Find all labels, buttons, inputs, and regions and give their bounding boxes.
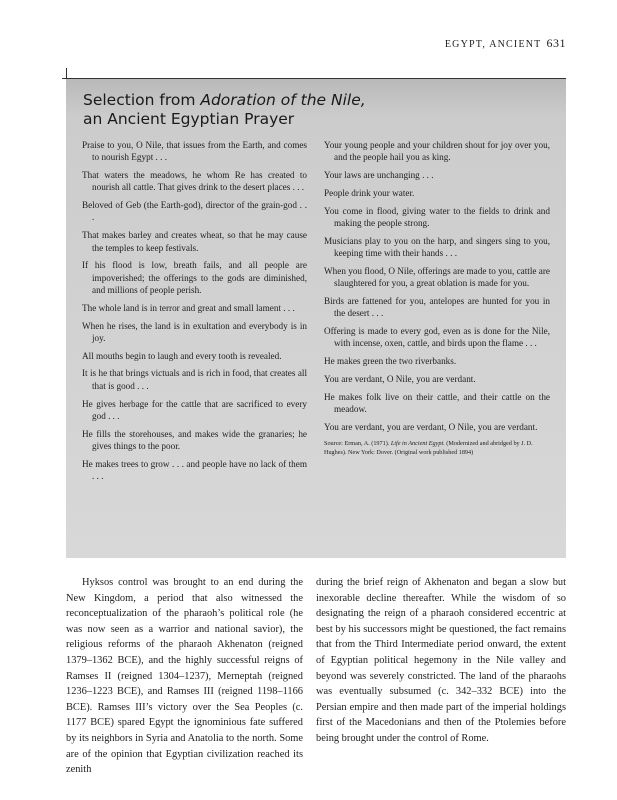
stanza: You are verdant, you are verdant, O Nile, you are verdant.	[324, 421, 538, 432]
stanza: All mouths begin to laugh and every tooth is revealed.	[82, 350, 282, 361]
stanza: That makes barley and creates wheat, so that he may cause the temples to keep festivals.	[82, 230, 307, 253]
sidebar-title	[83, 91, 366, 129]
stanza: He gives herbage for the cattle that are sacrificed to every god . . .	[82, 398, 307, 421]
stanza: Offering is made to every god, even as is done for the Nile, with incense, oxen, cattle, and birds upon the flame . . .	[324, 326, 550, 349]
stanza: People drink your water.	[324, 187, 415, 198]
body-right-column	[316, 575, 566, 747]
running-header	[445, 36, 566, 51]
source-prefix: Source: Erman, A. (1971).	[324, 440, 391, 448]
body-left-column	[66, 575, 303, 778]
sidebar-left-column	[82, 139, 307, 488]
stanza: Beloved of Geb (the Earth-god), director of the grain-god . . .	[82, 200, 307, 223]
body-paragraph: Hyksos control was brought to an end during the New Kingdom, a period that also witnessed the reconceptualization of the pharaoh’s political role (he was now seen as a warrior and national savior), the religious reforms of the pharaoh Akhenaton (reigned 1379–1362 BCE), and the highly successful reigns of Ramses II (reigned 1304–1237), Merneptah (reigned 1236–1223 BCE), and Ramses III (reigned 1198–1166 BCE). Ramses III’s victory over the Sea Peoples (c. 1177 BCE) spared Egypt the ignominious fate suffered by its neighbors in Syria and Anatolia to the north. Some are of the opinion that Egyptian civilization reached its zenith	[66, 577, 303, 776]
stanza: When you flood, O Nile, offerings are made to you, cattle are slaughtered for you, a great oblation is made for you.	[324, 265, 550, 289]
stanza: The whole land is in terror and great and small lament . . .	[82, 302, 295, 313]
source-title: Life in Ancient Egypt.	[390, 440, 445, 448]
sidebar-box	[66, 79, 566, 558]
sidebar-right-column	[324, 139, 550, 457]
sidebar-title-line2: an Ancient Egyptian Prayer	[83, 110, 295, 128]
stanza: When he rises, the land is in exultation and everybody is in joy.	[82, 320, 307, 343]
stanza: He fills the storehouses, and makes wide the granaries; he gives things to the poor.	[82, 428, 307, 451]
stanza: He makes green the two riverbanks.	[324, 356, 457, 367]
sidebar-title-prefix: Selection from	[83, 91, 201, 109]
stanza: You come in flood, giving water to the fields to drink and making the people strong.	[324, 205, 550, 228]
stanza: Your young people and your children shout for joy over you, and the people hail you as king.	[324, 140, 550, 163]
stanza: You are verdant, O Nile, you are verdant.	[324, 373, 476, 384]
source-citation	[324, 439, 550, 457]
page-number: 631	[546, 36, 566, 50]
stanza: Praise to you, O Nile, that issues from the Earth, and comes to nourish Egypt . . .	[82, 140, 307, 163]
stanza: That waters the meadows, he whom Re has created to nourish all cattle. That gives drink to the desert places . . .	[82, 170, 307, 193]
sidebar-title-line1	[83, 91, 366, 110]
stanza: Musicians play to you on the harp, and singers sing to you, keeping time with their hands . . .	[324, 235, 550, 259]
body-paragraph: during the brief reign of Akhenaton and began a slow but inexorable decline thereafter. While the wisdom of so designating the reign of a pharaoh considered eccentric at best by his successors might be questioned, the fact remains that from the Third Intermediate period onward, the extent of Egyptian political hegemony in the Nile valley and beyond was severely constricted. The land of the pharaohs was eventually subsumed (c. 342–332 BCE) into the Persian empire and then made part of the imperial holdings first of the Macedonians and then of the Ptolemies before being brought under the control of Rome.	[316, 577, 566, 744]
stanza: He makes folk live on their cattle, and their cattle on the meadow.	[324, 391, 550, 415]
running-header-section: EGYPT, ANCIENT	[444, 39, 542, 50]
stanza: It is he that brings victuals and is rich in food, that creates all that is good . . .	[82, 368, 307, 391]
stanza: He makes trees to grow . . . and people have no lack of them . . .	[82, 458, 307, 482]
source-suffix: (Modernized and abridged by J. D. Hughes). New York: Dover. (Original work published 1894)	[324, 440, 533, 457]
sidebar-title-work: Adoration of the Nile,	[200, 91, 366, 109]
stanza: Your laws are unchanging . . .	[324, 170, 434, 181]
stanza: If his flood is low, breath fails, and all people are impoverished; the offerings to the gods are diminished, and millions of people perish.	[82, 260, 307, 295]
stanza: Birds are fattened for you, antelopes are hunted for you in the desert . . .	[324, 295, 550, 319]
